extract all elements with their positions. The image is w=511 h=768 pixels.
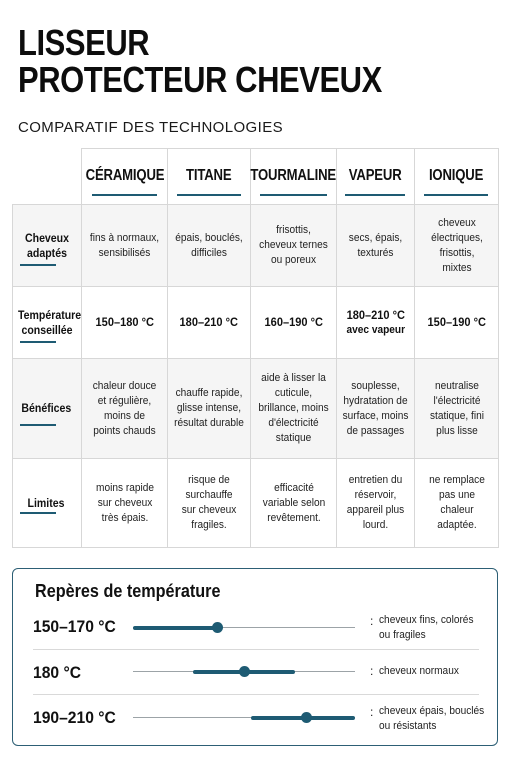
temp-range-label: 190–210 °C: [33, 708, 116, 727]
table-cell: épais, bouclés, difficiles: [175, 231, 243, 259]
temperature-guide-panel: [12, 568, 498, 746]
temp-marker: [212, 622, 223, 633]
title-line-1: LISSEUR: [18, 22, 150, 63]
table-cell: neutralise l'électricité statique, fini plus lisse: [429, 379, 484, 437]
row-label-benefices: Bénéfices: [21, 401, 72, 415]
temp-description: cheveux fins, colorés ou fragiles: [379, 614, 474, 641]
temp-fill: [133, 626, 217, 630]
table-cell: chaleur douce et régulière, moins de points chauds: [92, 379, 157, 437]
table-cell: frisottis, cheveux ternes ou poreux: [259, 224, 328, 266]
temp-marker: [301, 712, 312, 723]
table-cell: 150–180 °C: [95, 315, 154, 329]
table-cell: ne remplace pas une chaleur adaptée.: [428, 474, 485, 531]
temp-description: cheveux épais, bouclés ou résistants: [379, 705, 485, 732]
separator: :: [370, 705, 374, 719]
table-cell: 180–210 °C: [179, 315, 239, 329]
col-header-ionique: IONIQUE: [429, 167, 484, 184]
temp-marker: [239, 666, 250, 677]
table-cell: risque de surchauffe sur cheveux fragiles.: [181, 474, 237, 531]
table-cell: moins rapide sur cheveux très épais.: [95, 481, 154, 524]
temp-range-label: 150–170 °C: [33, 617, 116, 636]
table-cell: cheveux électriques, frisottis, mixtes: [430, 216, 483, 274]
table-cell: 160–190 °C: [264, 315, 323, 329]
vapeur-temp: 180–210 °C: [346, 307, 405, 322]
table-cell: 150–190 °C: [427, 315, 486, 329]
table-cell: aide à lisser la cuticule, brillance, moins d'électricité statique: [258, 372, 329, 444]
col-header-ceramique: CÉRAMIQUE: [85, 167, 164, 184]
row-label-temperature-conseillee: Température conseillée: [17, 307, 81, 337]
table-cell: [337, 287, 414, 358]
table-cell: chauffe rapide, glisse intense, résultat durable: [174, 387, 244, 429]
row-label-limites: Limites: [28, 495, 65, 510]
col-header-titane: TITANE: [186, 167, 232, 184]
separator: :: [370, 614, 374, 628]
row-label-cheveux-adaptes: Cheveux adaptés: [24, 230, 69, 260]
temp-row: [13, 694, 499, 740]
table-cell: souplesse, hydratation de surface, moins de passages: [342, 379, 409, 437]
comparison-table: [12, 148, 499, 548]
page-title: [18, 24, 382, 98]
vapeur-temp-note: avec vapeur: [346, 323, 405, 336]
temp-description: cheveux normaux: [379, 665, 459, 677]
title-line-2: PROTECTEUR CHEVEUX: [18, 59, 382, 100]
table-cell: fins à normaux, sensibilisés: [89, 231, 160, 259]
temp-range-label: 180 °C: [33, 663, 81, 682]
col-header-tourmaline: TOURMALINE: [250, 167, 337, 184]
separator: :: [370, 664, 374, 678]
panel-title: Repères de température: [35, 581, 221, 601]
col-header-vapeur: VAPEUR: [349, 167, 402, 184]
table-cell: secs, épais, texturés: [348, 231, 403, 259]
table-cell: entretien du réservoir, appareil plus lourd.: [346, 474, 405, 531]
table-cell: efficacité variable selon revêtement.: [262, 481, 325, 524]
page-subtitle: COMPARATIF DES TECHNOLOGIES: [18, 119, 284, 136]
temp-row: [13, 605, 499, 651]
temp-row: [13, 649, 499, 695]
